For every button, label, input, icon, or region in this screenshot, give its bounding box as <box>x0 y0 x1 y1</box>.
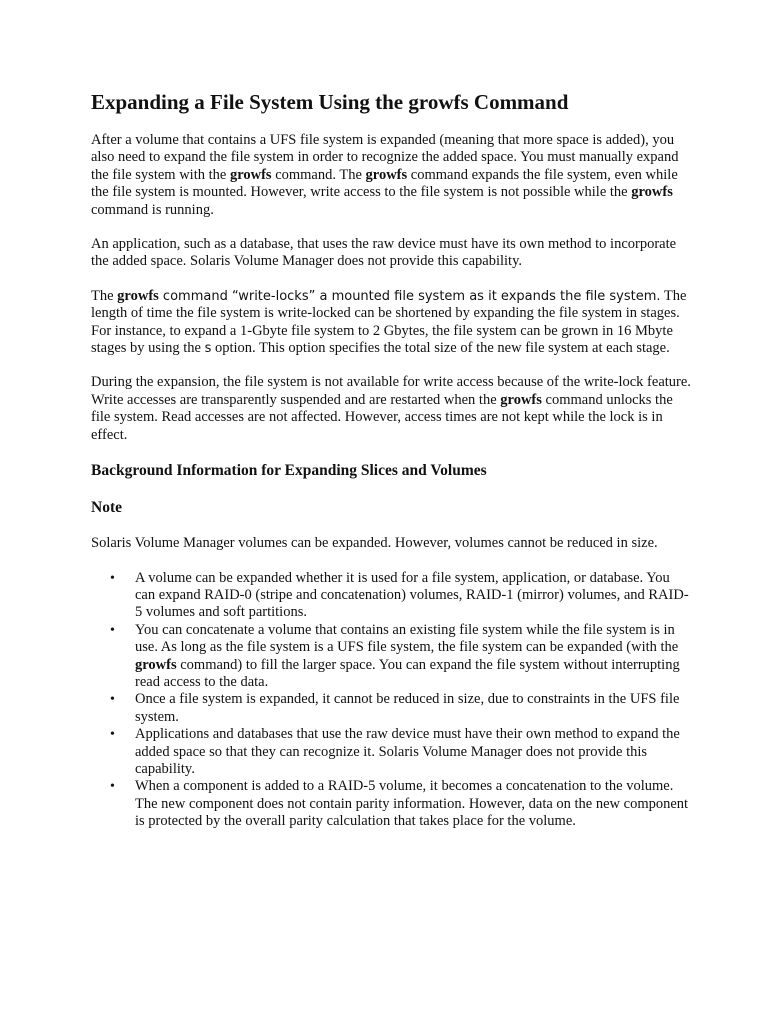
paragraph-raw-device: An application, such as a database, that uses the raw device must have its own method to incorporate the added space. Solaris Volume Manager does not provide this capability. <box>91 236 677 270</box>
bullet-icon: • <box>110 622 115 638</box>
command-name: growfs <box>135 656 177 673</box>
text-run: command unlocks the file system. Read accesses are not affected. However, access times are not kept while the lock is in effect. <box>91 391 673 443</box>
text-run: option. This option specifies the total size of the new file system at each stage. <box>211 340 670 357</box>
text-run: Once a file system is expanded, it cannot be reduced in size, due to constraints in the UFS file system. <box>135 691 680 725</box>
list-item <box>110 726 691 778</box>
paragraph-expansion <box>91 374 691 444</box>
text-run: command is running. <box>91 201 214 218</box>
text-run: The length of time the file system is write-locked can be shortened by expanding the file system in stages. For instance, to expand a 1-Gbyte file system to 2 Gbytes, the file system can be grown in 16 Mbyte stages by using the <box>91 287 687 357</box>
text-run: A volume can be expanded whether it is used for a file system, application, or database. You can expand RAID-0 (stripe and concatenation) volumes, RAID-1 (mirror) volumes, and RAID-5 volumes and soft partitions. <box>135 569 689 621</box>
text-run: The <box>91 287 118 304</box>
note-paragraph: Solaris Volume Manager volumes can be expanded. However, volumes cannot be reduced in size. <box>91 535 658 552</box>
page-title: Expanding a File System Using the growfs Command <box>91 90 569 114</box>
document-page <box>91 88 691 831</box>
text-run: You can concatenate a volume that contains an existing file system while the file system is in use. As long as the file system is a UFS file system, the file system can be expanded (with the <box>135 621 679 656</box>
bullet-icon: • <box>110 570 115 586</box>
bullet-icon: • <box>110 779 115 795</box>
text-run: command) to fill the larger space. You can expand the file system without interrupting read access to the data. <box>135 656 680 690</box>
command-name: growfs <box>500 391 542 408</box>
option-letter: s <box>204 341 212 357</box>
command-name: growfs <box>631 184 673 201</box>
command-name: growfs <box>117 287 159 304</box>
bullet-icon: • <box>110 727 115 743</box>
command-name: growfs <box>229 166 272 183</box>
bullet-list <box>91 570 691 831</box>
text-run-alt-font: command “write-locks” a mounted file system as it expands the file system. <box>158 288 661 304</box>
list-item <box>110 691 691 726</box>
text-run: Applications and databases that use the raw device must have their own method to expand the added space so that they can recognize it. Solaris Volume Manager does not provide this capability. <box>135 726 680 777</box>
text-run: After a volume that contains a UFS file system is expanded (meaning that more space is added), you also need to expand the file system in order to recognize the added space. You must manually expand the file system with the <box>91 132 679 183</box>
paragraph-intro <box>91 132 691 219</box>
list-item <box>110 569 691 622</box>
text-run: When a component is added to a RAID-5 volume, it becomes a concatenation to the volume. The new component does not contain parity information. However, data on the new component is protected by the overall parity calculation that takes place for the volume. <box>135 778 689 830</box>
list-item <box>110 778 691 830</box>
paragraph-write-locks <box>91 288 691 358</box>
text-run: command. The <box>271 166 366 183</box>
text-run: During the expansion, the file system is not available for write access because of the write-lock feature. Write accesses are transparently suspended and are restarted when the <box>91 374 691 408</box>
bullet-icon: • <box>110 692 115 708</box>
list-item <box>110 621 691 692</box>
command-name: growfs <box>365 166 408 183</box>
text-run: command expands the file system, even while the file system is mounted. However, write access to the file system is not possible while the <box>91 166 678 201</box>
note-heading: Note <box>91 499 122 517</box>
section-heading: Background Information for Expanding Slices and Volumes <box>91 462 487 480</box>
